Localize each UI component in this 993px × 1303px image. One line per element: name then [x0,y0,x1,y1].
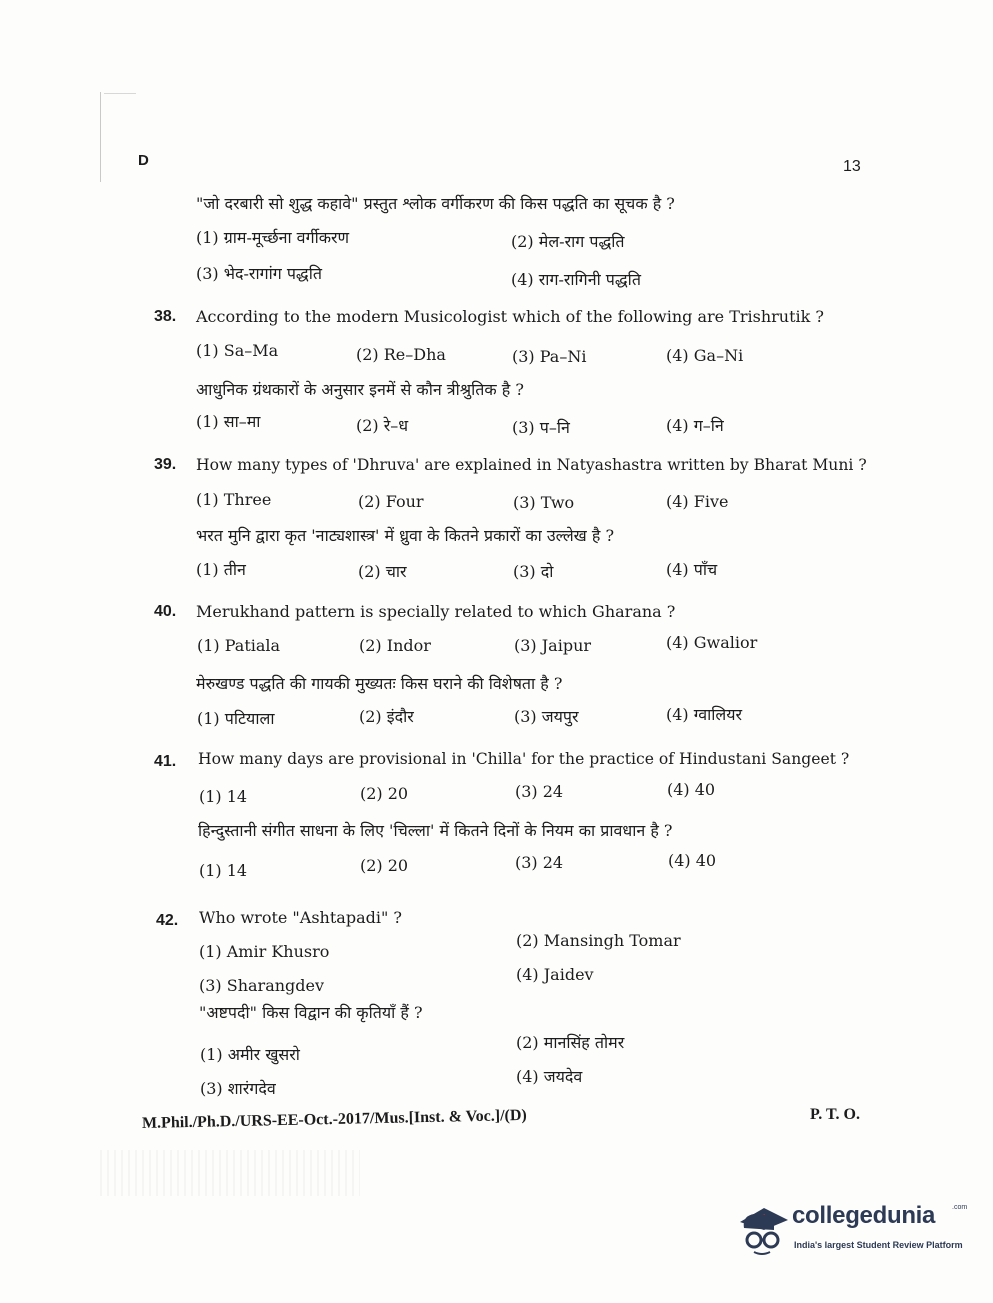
mascot-icon [734,1198,790,1256]
q40-hindi-text: मेरुखण्ड पद्धति की गायकी मुख्यतः किस घराने की विशेषता है ? [196,674,563,693]
q39-option-4: (4) Five [666,492,729,511]
q39-hindi-option-3: (3) दो [513,562,554,581]
q39-hindi-text: भरत मुनि द्वारा कृत 'नाट्यशास्त्र' में ध्रुवा के कितने प्रकारों का उल्लेख है ? [196,526,615,545]
logo-tagline: India's largest Student Review Platform [794,1240,963,1250]
q41-option-3: (3) 24 [515,782,564,801]
q38-hindi-text: आधुनिक ग्रंथकारों के अनुसार इनमें से कौन त्रीश्रुतिक है ? [196,380,524,399]
q38-hindi-option-2: (2) रे–ध [356,416,409,435]
q37-hindi-option-4: (4) राग-रागिनी पद्धति [511,270,641,289]
collegedunia-logo [734,1196,966,1262]
q41-hindi-option-3: (3) 24 [515,853,564,872]
q39-number: 39. [154,456,177,473]
q40-hindi-option-3: (3) जयपुर [514,707,579,726]
q40-number: 40. [154,603,177,620]
q39-option-3: (3) Two [513,493,575,512]
q42-number: 42. [156,912,179,929]
q42-hindi-option-4: (4) जयदेव [516,1067,583,1086]
q41-hindi-option-1: (1) 14 [199,861,248,880]
q38-number: 38. [154,308,177,325]
q40-hindi-option-2: (2) इंदौर [359,707,414,726]
q42-hindi-option-3: (3) शारंगदेव [200,1079,276,1098]
q41-hindi-text: हिन्दुस्तानी संगीत साधना के लिए 'चिल्ला' में कितने दिनों के नियम का प्रावधान है ? [198,821,673,840]
paper-code: M.Phil./Ph.D./URS-EE-Oct.-2017/Mus.[Inst. & Voc.]/(D) [141,1106,527,1132]
q40-hindi-option-4: (4) ग्वालियर [666,705,743,724]
q42-option-4: (4) Jaidev [516,965,594,984]
q42-text: Who wrote "Ashtapadi" ? [199,908,402,927]
q39-option-1: (1) Three [196,490,272,509]
q38-option-4: (4) Ga–Ni [666,346,744,365]
q40-hindi-option-1: (1) पटियाला [197,709,275,728]
scan-margin-tick [104,93,136,94]
q42-hindi-option-2: (2) मानसिंह तोमर [516,1033,625,1052]
q37-hindi-text: "जो दरबारी सो शुद्ध कहावे" प्रस्तुत श्लोक वर्गीकरण की किस पद्धति का सूचक है ? [196,194,675,213]
q42-option-1: (1) Amir Khusro [199,942,330,961]
q39-hindi-option-2: (2) चार [358,562,407,581]
q42-hindi-option-1: (1) अमीर खुसरो [200,1045,300,1064]
scan-margin-line [100,92,101,182]
q38-text: According to the modern Musicologist which of the following are Trishrutik ? [196,307,825,326]
scan-smudge [100,1150,360,1196]
q38-option-3: (3) Pa–Ni [512,347,587,366]
q41-hindi-option-4: (4) 40 [668,851,717,870]
q41-hindi-option-2: (2) 20 [360,856,409,875]
q40-option-4: (4) Gwalior [666,633,758,652]
q41-text: How many days are provisional in 'Chilla' for the practice of Hindustani Sangeet ? [198,750,850,768]
q40-text: Merukhand pattern is specially related to which Gharana ? [196,602,676,621]
q38-option-2: (2) Re–Dha [356,345,446,364]
q39-option-2: (2) Four [358,492,424,511]
set-letter: D [138,152,149,169]
q37-hindi-option-1: (1) ग्राम-मूर्च्छना वर्गीकरण [196,228,350,247]
q38-hindi-option-3: (3) प–नि [512,418,570,437]
q39-hindi-option-1: (1) तीन [196,560,246,579]
q39-hindi-option-4: (4) पाँच [666,560,718,579]
q40-option-3: (3) Jaipur [514,636,592,655]
q41-option-1: (1) 14 [199,787,248,806]
q38-hindi-option-4: (4) ग–नि [666,416,724,435]
q41-number: 41. [154,753,177,770]
q42-option-2: (2) Mansingh Tomar [516,931,681,950]
q41-option-2: (2) 20 [360,784,409,803]
logo-suffix: .com [952,1204,968,1211]
q42-hindi-text: "अष्टपदी" किस विद्वान की कृतियाँ हैं ? [199,1003,423,1022]
q40-option-2: (2) Indor [359,636,431,655]
q42-option-3: (3) Sharangdev [199,976,325,995]
please-turn-over: P. T. O. [810,1106,860,1123]
q39-text: How many types of 'Dhruva' are explained in Natyashastra written by Bharat Muni ? [196,456,867,474]
q37-hindi-option-3: (3) भेद-रागांग पद्धति [196,264,322,283]
q38-hindi-option-1: (1) सा–मा [196,412,261,431]
logo-wordmark: collegedunia [792,1202,936,1229]
q40-option-1: (1) Patiala [197,636,281,655]
q38-option-1: (1) Sa–Ma [196,341,279,360]
q37-hindi-option-2: (2) मेल-राग पद्धति [511,232,625,251]
page-number: 13 [843,158,861,175]
q41-option-4: (4) 40 [667,780,716,799]
